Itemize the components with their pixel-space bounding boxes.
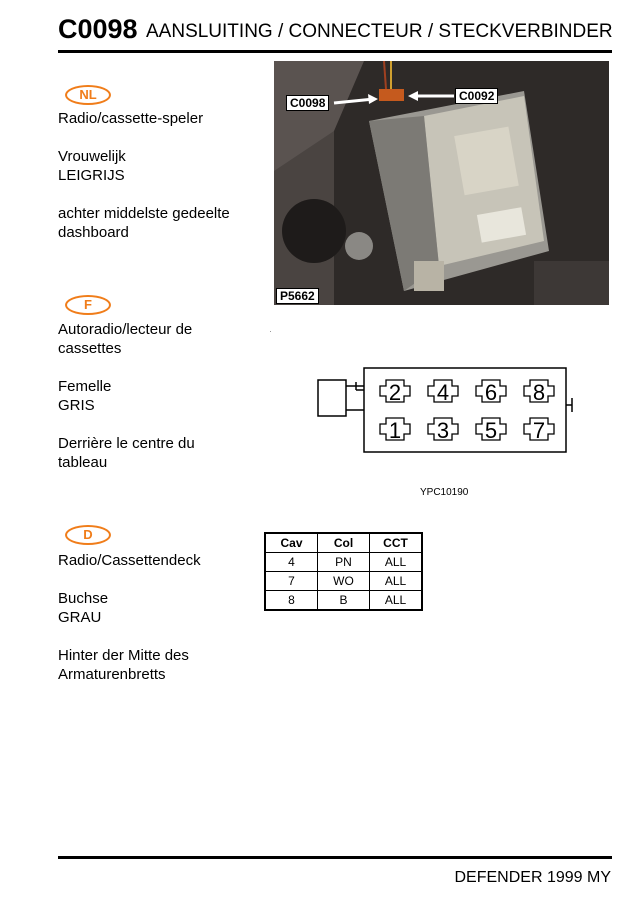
model-label: DEFENDER 1999 MY bbox=[454, 869, 611, 886]
stray-mark bbox=[270, 331, 271, 332]
location-d-line1: Hinter der Mitte des bbox=[58, 647, 189, 664]
pin-table bbox=[264, 532, 423, 611]
table-cell: 4 bbox=[265, 553, 318, 572]
pin-number: 6 bbox=[484, 380, 498, 405]
page-header bbox=[58, 14, 613, 48]
column-header: Cav bbox=[265, 533, 318, 553]
language-badge-d: D bbox=[65, 525, 111, 545]
table-row bbox=[265, 553, 422, 572]
table-cell: 8 bbox=[265, 591, 318, 611]
pin-number: 1 bbox=[388, 418, 402, 443]
description-nl: Radio/cassette-speler bbox=[58, 110, 204, 127]
location-d-line2: Armaturenbretts bbox=[58, 666, 166, 683]
page-title: AANSLUITING / CONNECTEUR / STECKVERBINDER bbox=[146, 21, 613, 42]
description-d: Radio/Cassettendeck bbox=[58, 552, 201, 569]
gender-d: Buchse bbox=[58, 590, 109, 607]
location-f-line2: tableau bbox=[58, 454, 108, 471]
table-cell: WO bbox=[318, 572, 370, 591]
table-cell: ALL bbox=[370, 591, 423, 611]
pin-number: 5 bbox=[484, 418, 498, 443]
pin-number: 3 bbox=[436, 418, 450, 443]
table-cell: B bbox=[318, 591, 370, 611]
pin-number: 2 bbox=[388, 380, 402, 405]
location-f-line1: Derrière le centre du bbox=[58, 435, 195, 452]
photo-id-label: P5662 bbox=[276, 288, 319, 304]
language-badge-nl: NL bbox=[65, 85, 111, 105]
location-nl-line1: achter middelste gedeelte bbox=[58, 205, 230, 222]
column-header: Col bbox=[318, 533, 370, 553]
table-cell: ALL bbox=[370, 572, 423, 591]
location-nl-line2: dashboard bbox=[58, 224, 129, 241]
pin-number: 7 bbox=[532, 418, 546, 443]
connector-diagram bbox=[310, 360, 580, 460]
description-f-line1: Autoradio/lecteur de bbox=[58, 321, 193, 338]
callout-c0098: C0098 bbox=[286, 95, 329, 111]
pin-number: 8 bbox=[532, 380, 546, 405]
language-badge-f: F bbox=[65, 295, 111, 315]
column-header: CCT bbox=[370, 533, 423, 553]
table-cell: 7 bbox=[265, 572, 318, 591]
table-cell: PN bbox=[318, 553, 370, 572]
gender-f: Femelle bbox=[58, 378, 112, 395]
pin-number: 4 bbox=[436, 380, 450, 405]
color-d: GRAU bbox=[58, 609, 102, 626]
callout-c0092: C0092 bbox=[455, 88, 498, 104]
table-cell: ALL bbox=[370, 553, 423, 572]
footer-rule bbox=[58, 856, 612, 859]
description-f-line2: cassettes bbox=[58, 340, 122, 357]
table-row bbox=[265, 591, 422, 611]
gender-nl: Vrouwelijk bbox=[58, 148, 126, 165]
connector-code: C0098 bbox=[58, 14, 138, 44]
location-photo bbox=[274, 61, 609, 305]
table-row bbox=[265, 572, 422, 591]
callout-arrows bbox=[274, 61, 609, 305]
color-f: GRIS bbox=[58, 397, 95, 414]
figure-code: YPC10190 bbox=[420, 487, 469, 498]
color-nl: LEIGRIJS bbox=[58, 167, 125, 184]
table-header-row bbox=[265, 533, 422, 553]
header-rule bbox=[58, 50, 612, 53]
